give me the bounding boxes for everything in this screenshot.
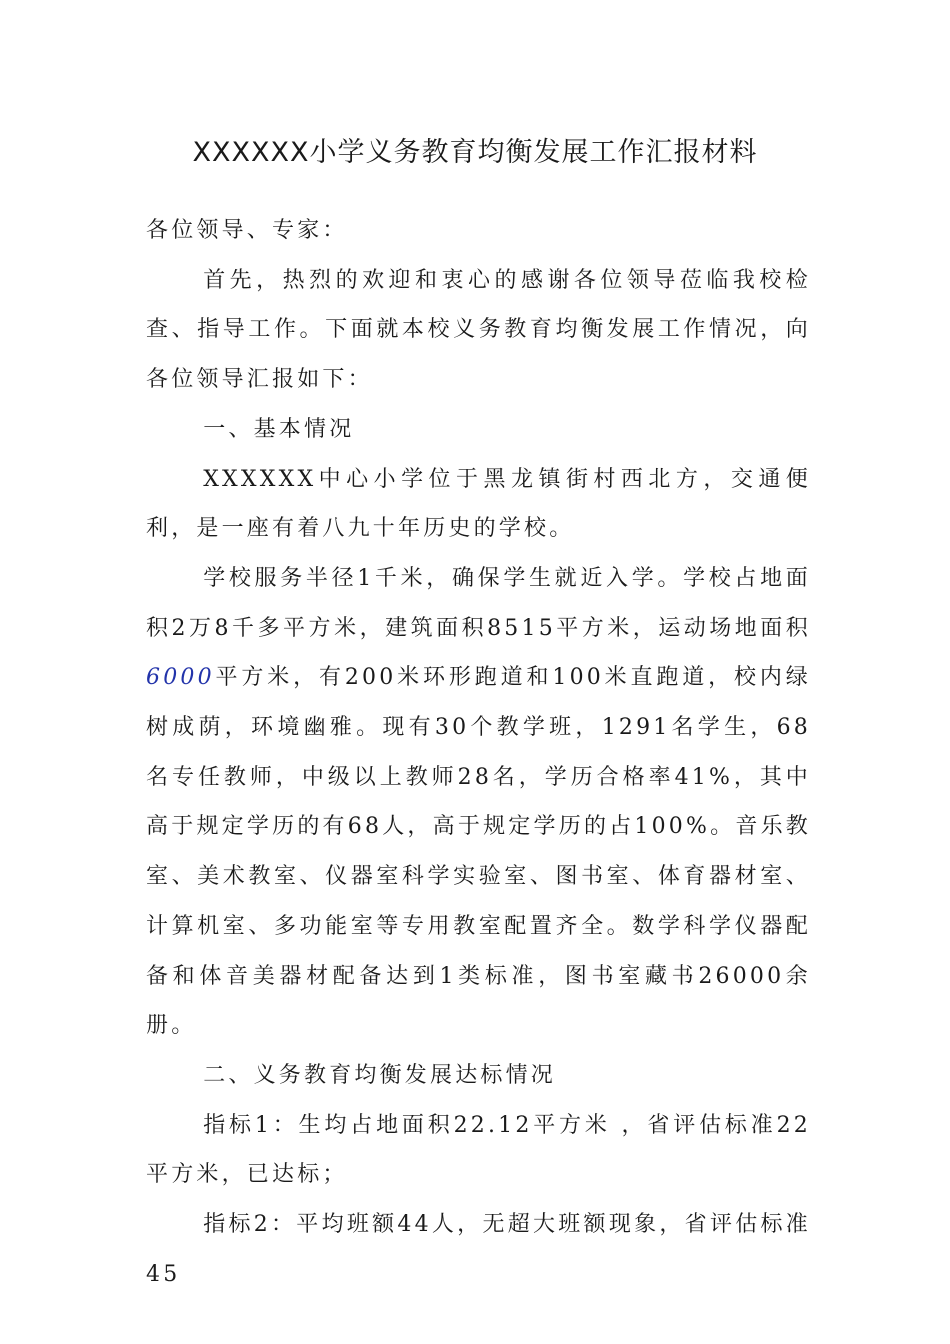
school-facilities-paragraph: [146, 554, 811, 1051]
indicator-2: 指标2：平均班额44人，无超大班额现象，省评估标准45: [146, 1212, 811, 1287]
section-heading-standards: 二、义务教育均衡发展达标情况: [203, 1062, 556, 1088]
intro-paragraph: 首先，热烈的欢迎和衷心的感谢各位领导莅临我校检查、指导工作。下面就本校义务教育均衡发展工作情况，向各位领导汇报如下：: [146, 267, 811, 393]
facilities-text-part1: 学校服务半径1千米，确保学生就近入学。学校占地面积2万8千多平方米，建筑面积8515平方米，运动场地面积: [146, 565, 811, 641]
school-location-paragraph: XXXXXX中心小学位于黑龙镇街村西北方，交通便利，是一座有着八九十年历史的学校。: [146, 466, 811, 542]
document-body: [146, 206, 811, 1299]
facilities-text-part2: 平方米，有200米环形跑道和100米直跑道，校内绿树成荫，环境幽雅。现有30个教学班，1291名学生，68名专任教师，中级以上教师28名，学历合格率41%，其中高于规定学历的有68人，高于规定学历的占100%。音乐教室、美术教室、仪器室科学实验室、图书室、体育器材室、计算机室、多功能室等专用教室配置齐全。数学科学仪器配备和体音美器材配备达到1类标准，图书室藏书26000余册。: [146, 665, 811, 1039]
salutation: 各位领导、专家：: [146, 218, 348, 243]
indicator-1: 指标1：生均占地面积22.12平方米 ，省评估标准22平方米，已达标；: [146, 1112, 811, 1188]
playground-area-highlight: 6000: [146, 665, 215, 691]
document-title: XXXXXX小学义务教育均衡发展工作汇报材料: [192, 137, 758, 168]
section-heading-basic: 一、基本情况: [203, 416, 355, 442]
